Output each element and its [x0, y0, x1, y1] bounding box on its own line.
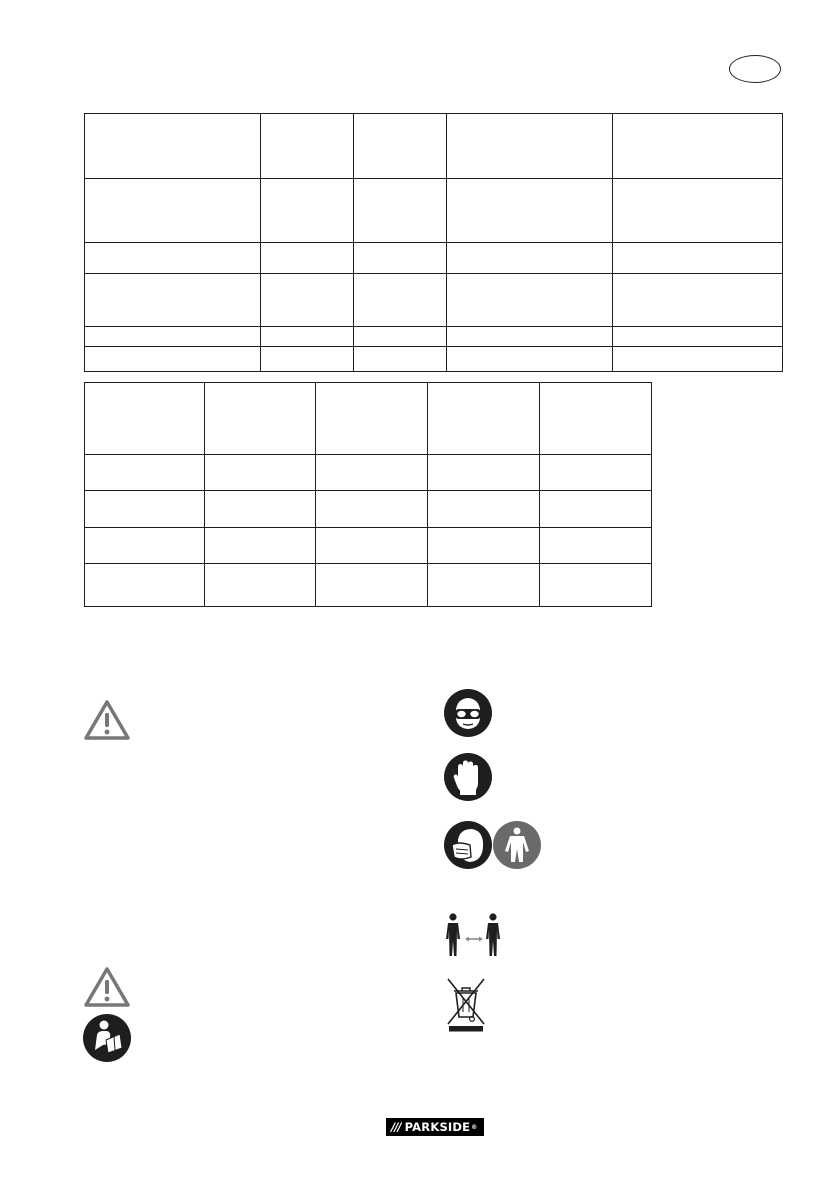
technical-data-table-cell — [85, 274, 261, 327]
technical-data-table-cell — [447, 243, 613, 274]
technical-data-table-cell — [261, 327, 354, 347]
technical-data-table-row — [85, 347, 783, 372]
technical-data-table-cell — [447, 347, 613, 372]
technical-data-table-cell — [354, 274, 447, 327]
secondary-data-table-cell — [540, 528, 652, 564]
crossed-out-wheelie-bin-icon — [443, 976, 489, 1034]
secondary-data-table-row — [85, 455, 652, 491]
technical-data-table-cell — [354, 114, 447, 179]
secondary-data-table-row — [85, 491, 652, 528]
technical-data-table-row — [85, 179, 783, 243]
technical-data-table-cell — [613, 327, 783, 347]
secondary-data-table-cell — [540, 455, 652, 491]
secondary-data-table-row — [85, 564, 652, 607]
protective-clothing-icon — [493, 821, 541, 869]
secondary-data-table-row — [85, 528, 652, 564]
technical-data-table-cell — [613, 114, 783, 179]
secondary-data-table-cell — [316, 528, 428, 564]
hand-protection-icon — [444, 753, 492, 801]
technical-data-table-cell — [261, 274, 354, 327]
secondary-data-table-cell — [428, 383, 540, 455]
technical-data-table-row — [85, 327, 783, 347]
technical-data-table-cell — [447, 274, 613, 327]
technical-data-table-cell — [85, 114, 261, 179]
eye-protection-icon — [444, 689, 492, 737]
secondary-data-table-cell — [428, 455, 540, 491]
technical-data-table-cell — [85, 179, 261, 243]
secondary-data-table-cell — [316, 383, 428, 455]
technical-data-table-cell — [613, 243, 783, 274]
secondary-data-table-cell — [85, 383, 205, 455]
warning-triangle-icon — [83, 699, 131, 741]
technical-data-table-cell — [85, 243, 261, 274]
secondary-data-table-cell — [205, 491, 316, 528]
secondary-data-table-cell — [85, 564, 205, 607]
secondary-data-table-cell — [205, 455, 316, 491]
read-manual-icon — [83, 1014, 131, 1062]
secondary-data-table-cell — [540, 564, 652, 607]
secondary-data-table-cell — [205, 383, 316, 455]
technical-data-table-cell — [447, 327, 613, 347]
secondary-data-table-cell — [205, 528, 316, 564]
technical-data-table-cell — [85, 347, 261, 372]
secondary-data-table — [84, 382, 652, 607]
technical-data-table-cell — [354, 179, 447, 243]
secondary-data-table-cell — [85, 491, 205, 528]
technical-data-table-cell — [613, 347, 783, 372]
technical-data-table-cell — [261, 179, 354, 243]
technical-data-table-row — [85, 274, 783, 327]
secondary-data-table-cell — [428, 491, 540, 528]
technical-data-table-cell — [261, 114, 354, 179]
technical-data-table-cell — [261, 347, 354, 372]
language-badge — [729, 55, 781, 83]
technical-data-table-cell — [613, 274, 783, 327]
secondary-data-table-cell — [316, 455, 428, 491]
technical-data-table-cell — [354, 243, 447, 274]
technical-data-table-cell — [354, 327, 447, 347]
secondary-data-table-cell — [540, 491, 652, 528]
keep-bystanders-away-icon — [442, 911, 506, 959]
secondary-data-table-cell — [85, 455, 205, 491]
technical-data-table-cell — [85, 327, 261, 347]
technical-data-table-cell — [447, 114, 613, 179]
secondary-data-table-cell — [316, 564, 428, 607]
technical-data-table-cell — [261, 243, 354, 274]
technical-data-table — [84, 113, 783, 372]
secondary-data-table-cell — [316, 491, 428, 528]
brand-name: PARKSIDE — [404, 1120, 471, 1134]
secondary-data-table-cell — [540, 383, 652, 455]
warning-triangle-icon — [83, 966, 131, 1008]
technical-data-table-row — [85, 243, 783, 274]
secondary-data-table-cell — [428, 528, 540, 564]
technical-data-table-cell — [447, 179, 613, 243]
technical-data-table-row — [85, 114, 783, 179]
secondary-data-table-cell — [85, 528, 205, 564]
secondary-data-table-row — [85, 383, 652, 455]
respiratory-mask-icon — [444, 821, 492, 869]
technical-data-table-cell — [354, 347, 447, 372]
parkside-logo: /// PARKSIDE ® — [386, 1118, 484, 1136]
secondary-data-table-cell — [205, 564, 316, 607]
secondary-data-table-cell — [428, 564, 540, 607]
technical-data-table-cell — [613, 179, 783, 243]
